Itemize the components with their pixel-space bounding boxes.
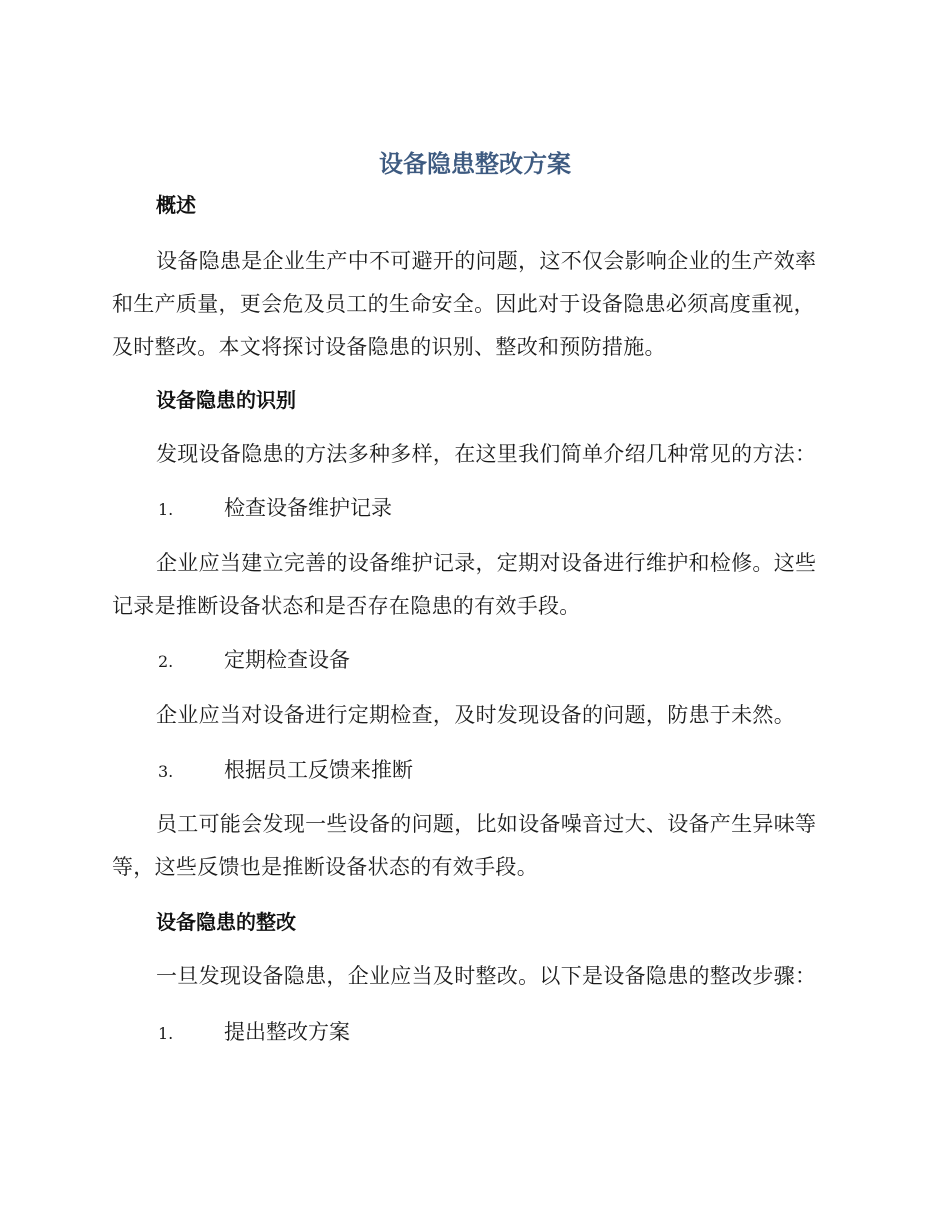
list-item-body: 企业应当建立完善的设备维护记录，定期对设备进行维护和检修。这些记录是推断设备状态和是否存在隐患的有效手段。 [112,551,817,618]
list-item [158,493,392,525]
list-item-title: 根据员工反馈来推断 [224,758,413,782]
document-title: 设备隐患整改方案 [379,150,571,178]
list-item-number: 2. [158,652,174,671]
list-item-number: 1. [158,1024,174,1043]
list-item [158,645,350,677]
section-heading-overview: 概述 [156,193,196,217]
list-item [158,755,413,787]
list-item-title: 检查设备维护记录 [224,496,392,520]
list-item-number: 3. [158,762,174,781]
list-item-title: 定期检查设备 [224,648,350,672]
list-item-number: 1. [158,500,174,519]
list-item-body: 企业应当对设备进行定期检查，及时发现设备的问题，防患于未然。 [156,703,795,727]
list-item-body: 员工可能会发现一些设备的问题，比如设备噪音过大、设备产生异味等等，这些反馈也是推断设备状态的有效手段。 [112,812,817,879]
identification-intro: 发现设备隐患的方法多种多样，在这里我们简单介绍几种常见的方法： [156,442,817,466]
list-item-title: 提出整改方案 [224,1020,350,1044]
list-item [158,1017,350,1049]
rectification-intro: 一旦发现设备隐患，企业应当及时整改。以下是设备隐患的整改步骤： [156,964,817,988]
overview-paragraph: 设备隐患是企业生产中不可避开的问题，这不仅会影响企业的生产效率和生产质量，更会危及员工的生命安全。因此对于设备隐患必须高度重视，及时整改。本文将探讨设备隐患的识别、整改和预防措施。 [112,249,817,359]
section-heading-rectification: 设备隐患的整改 [156,910,296,934]
section-heading-identification: 设备隐患的识别 [156,388,296,412]
